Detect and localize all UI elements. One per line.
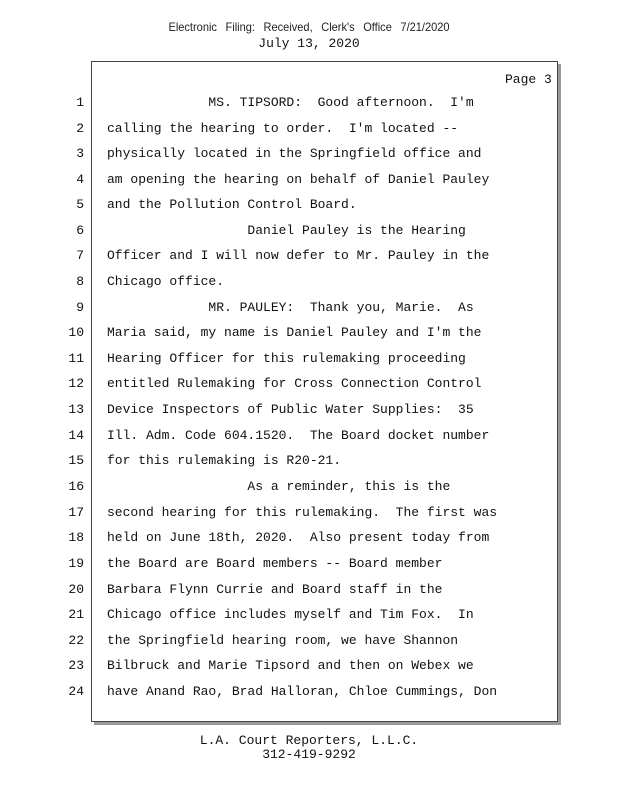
line-number: 12 (68, 376, 84, 391)
line-number: 20 (68, 582, 84, 597)
line-number: 13 (68, 402, 84, 417)
transcript-line: am opening the hearing on behalf of Daniel Pauley (107, 172, 490, 187)
line-number: 6 (76, 223, 84, 238)
transcript-line: Device Inspectors of Public Water Supplies: 35 (107, 402, 474, 417)
transcript-line: the Springfield hearing room, we have Shannon (107, 633, 459, 648)
transcript-line: Daniel Pauley is the Hearing (107, 223, 466, 238)
line-number: 18 (68, 530, 84, 545)
line-number: 7 (76, 248, 84, 263)
line-number: 21 (68, 607, 84, 622)
line-number: 22 (68, 633, 84, 648)
line-number: 14 (68, 428, 84, 443)
line-number: 1 (76, 95, 84, 110)
line-number: 3 (76, 146, 84, 161)
transcript-line: the Board are Board members -- Board member (107, 556, 443, 571)
transcript-line: Maria said, my name is Daniel Pauley and I'm the (107, 325, 482, 340)
transcript-date: July 13, 2020 (258, 36, 360, 51)
transcript-line: and the Pollution Control Board. (107, 197, 357, 212)
line-number: 17 (68, 505, 84, 520)
line-number: 4 (76, 172, 84, 187)
transcript-line: MS. TIPSORD: Good afternoon. I'm (107, 95, 474, 110)
transcript-line: physically located in the Springfield office and (107, 146, 482, 161)
line-number: 24 (68, 684, 84, 699)
line-number: 10 (68, 325, 84, 340)
line-number: 11 (68, 351, 84, 366)
transcript-line: Chicago office includes myself and Tim Fox. In (107, 607, 474, 622)
line-number: 19 (68, 556, 84, 571)
transcript-line: Bilbruck and Marie Tipsord and then on Webex we (107, 658, 474, 673)
line-number: 5 (76, 197, 84, 212)
transcript-line: entitled Rulemaking for Cross Connection Control (107, 376, 482, 391)
line-number: 16 (68, 479, 84, 494)
page-number: Page 3 (505, 72, 552, 87)
filing-stamp-header: Electronic Filing: Received, Clerk's Office 7/21/2020 (168, 20, 450, 34)
transcript-line: MR. PAULEY: Thank you, Marie. As (107, 300, 474, 315)
line-number: 9 (76, 300, 84, 315)
transcript-line: Hearing Officer for this rulemaking proceeding (107, 351, 466, 366)
transcript-line: have Anand Rao, Brad Halloran, Chloe Cummings, Don (107, 684, 498, 699)
line-number: 2 (76, 121, 84, 136)
transcript-line: As a reminder, this is the (107, 479, 451, 494)
transcript-line: Ill. Adm. Code 604.1520. The Board docket number (107, 428, 490, 443)
transcript-line: for this rulemaking is R20-21. (107, 453, 342, 468)
reporter-company: L.A. Court Reporters, L.L.C. (199, 733, 419, 748)
reporter-phone: 312-419-9292 (262, 747, 356, 762)
transcript-line: second hearing for this rulemaking. The first was (107, 505, 498, 520)
transcript-line: held on June 18th, 2020. Also present today from (107, 530, 490, 545)
line-number: 15 (68, 453, 84, 468)
line-number: 23 (68, 658, 84, 673)
transcript-line: Chicago office. (107, 274, 225, 289)
transcript-line: Officer and I will now defer to Mr. Pauley in the (107, 248, 490, 263)
line-number: 8 (76, 274, 84, 289)
transcript-line: calling the hearing to order. I'm located -- (107, 121, 459, 136)
transcript-line: Barbara Flynn Currie and Board staff in the (107, 582, 443, 597)
